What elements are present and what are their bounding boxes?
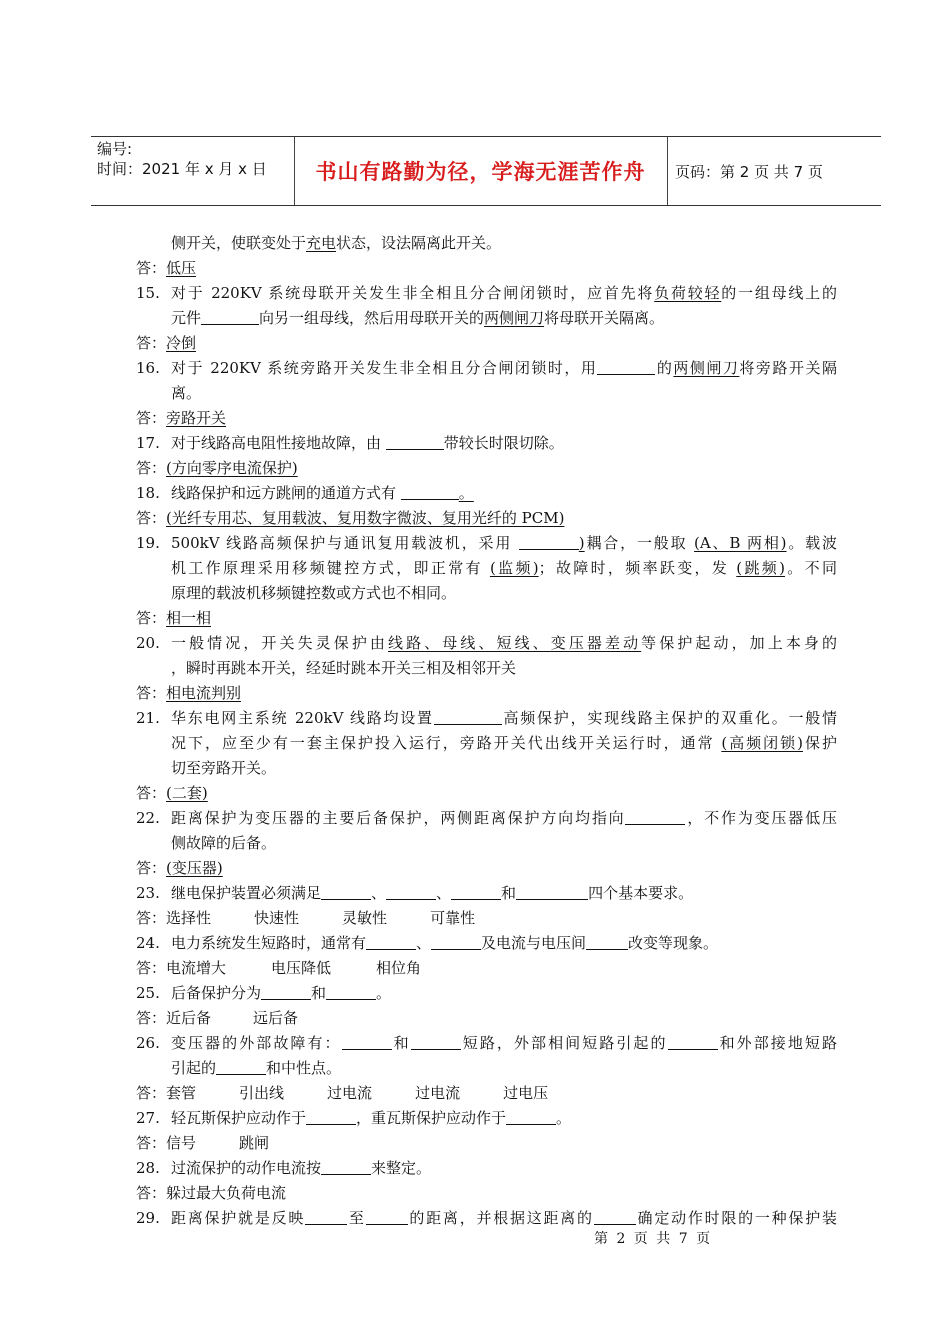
- question-number: 26.: [136, 1034, 160, 1052]
- question-24: 电力系统发生短路时，通常有 、 及电流与电压间 改变等现象。: [171, 934, 719, 952]
- question-number: 22.: [136, 809, 160, 827]
- question-20-line1: 一般情况，开关失灵保护由线路、母线、短线、变压器差动等保护起动，加上本身的: [171, 634, 837, 652]
- answer-18: 答：(光纤专用芯、复用载波、复用数字微波、复用光纤的 PCM): [136, 509, 565, 527]
- question-19-line2: 机工作原理采用移频键控方式，即正常有 (监频)；故障时，频率跃变，发 (跳频)。不同: [171, 559, 837, 577]
- question-number: 28.: [136, 1159, 160, 1177]
- question-16-line2: 离。: [171, 384, 202, 402]
- question-number: 23.: [136, 884, 160, 902]
- question-22-line1: 距离保护为变压器的主要后备保护，两侧距离保护方向均指向 ，不作为变压器低压: [171, 809, 837, 827]
- answer-24: 答：电流增大 电压降低 相位角: [136, 959, 422, 977]
- page-footer: 第 2 页 共 7 页: [594, 1231, 713, 1247]
- answer-28: 答：躲过最大负荷电流: [136, 1184, 287, 1202]
- question-number: 20.: [136, 634, 160, 652]
- question-29-line1: 距离保护就是反映 至 的距离，并根据这距离的 确定动作时限的一种保护装: [171, 1209, 837, 1227]
- answer-22: 答：(变压器): [136, 859, 223, 877]
- answer-25: 答：近后备 远后备: [136, 1009, 299, 1027]
- answer-14: 答：低压: [136, 259, 197, 277]
- answer-20: 答：相电流判别: [136, 684, 242, 702]
- question-27: 轻瓦斯保护应动作于 ，重瓦斯保护应动作于 。: [171, 1109, 572, 1127]
- question-number: 29.: [136, 1209, 160, 1227]
- question-22-line2: 侧故障的后备。: [171, 834, 277, 852]
- answer-16: 答：旁路开关: [136, 409, 227, 427]
- continued-line: 侧开关，使联变处于充电状态，设法隔离此开关。: [171, 234, 502, 252]
- question-21-line3: 切至旁路开关。: [171, 759, 277, 777]
- header-page-indicator: 页码：第 2 页 共 7 页: [675, 162, 823, 181]
- question-18: 线路保护和远方跳闸的通道方式有 。: [171, 484, 474, 502]
- page-header: [91, 136, 881, 206]
- question-number: 21.: [136, 709, 160, 727]
- question-number: 18.: [136, 484, 160, 502]
- answer-19: 答：相一相: [136, 609, 212, 627]
- question-25: 后备保护分为 和 。: [171, 984, 392, 1002]
- header-divider: [667, 137, 668, 205]
- question-21-line1: 华东电网主系统 220kV 线路均设置 高频保护，实现线路主保护的双重化。一般情: [171, 709, 837, 727]
- answer-23: 答：选择性 快速性 灵敏性 可靠性: [136, 909, 476, 927]
- answer-27: 答：信号 跳闸: [136, 1134, 270, 1152]
- question-16-line1: 对于 220KV 系统旁路开关发生非全相且分合闸闭锁时，用 的两侧闸刀将旁路开关隔: [171, 359, 837, 377]
- answer-15: 答：冷倒: [136, 334, 197, 352]
- document-time-label: 时间：2021 年 x 月 x 日: [97, 160, 267, 178]
- header-meta: [97, 139, 267, 179]
- question-number: 17.: [136, 434, 160, 452]
- question-23: 继电保护装置必须满足 、 、 和 四个基本要求。: [171, 884, 694, 902]
- answer-17: 答：(方向零序电流保护): [136, 459, 298, 477]
- question-number: 25.: [136, 984, 160, 1002]
- question-28: 过流保护的动作电流按 来整定。: [171, 1159, 432, 1177]
- answer-26: 答：套管 引出线 过电流 过电流 过电压: [136, 1084, 549, 1102]
- question-19-line3: 原理的载波机移频键控数或方式也不相同。: [171, 584, 457, 602]
- question-15-line1: 对于 220KV 系统母联开关发生非全相且分合闸闭锁时，应首先将负荷较轻的一组母线上的: [171, 284, 837, 302]
- question-19-line1: 500kV 线路高频保护与通讯复用载波机，采用 )耦合，一般取 (A、B 两相)。载波: [171, 534, 837, 552]
- document-number-label: 编号:: [97, 140, 133, 158]
- question-number: 15.: [136, 284, 160, 302]
- question-15-line2: 元件 向另一组母线，然后用母联开关的两侧闸刀将母联开关隔离。: [171, 309, 665, 327]
- question-20-line2: ，瞬时再跳本开关，经延时跳本开关三相及相邻开关: [171, 659, 517, 677]
- question-17: 对于线路高电阻性接地故障，由 带较长时限切除。: [171, 434, 564, 452]
- header-motto: 书山有路勤为径，学海无涯苦作舟: [315, 160, 646, 184]
- question-26-line1: 变压器的外部故障有： 和 短路，外部相间短路引起的 和外部接地短路: [171, 1034, 837, 1052]
- question-number: 24.: [136, 934, 160, 952]
- question-number: 16.: [136, 359, 160, 377]
- question-number: 27.: [136, 1109, 160, 1127]
- question-26-line2: 引起的 和中性点。: [171, 1059, 342, 1077]
- question-number: 19.: [136, 534, 160, 552]
- answer-21: 答：(二套): [136, 784, 208, 802]
- question-21-line2: 况下，应至少有一套主保护投入运行，旁路开关代出线开关运行时，通常 (高频闭锁)保护: [171, 734, 837, 752]
